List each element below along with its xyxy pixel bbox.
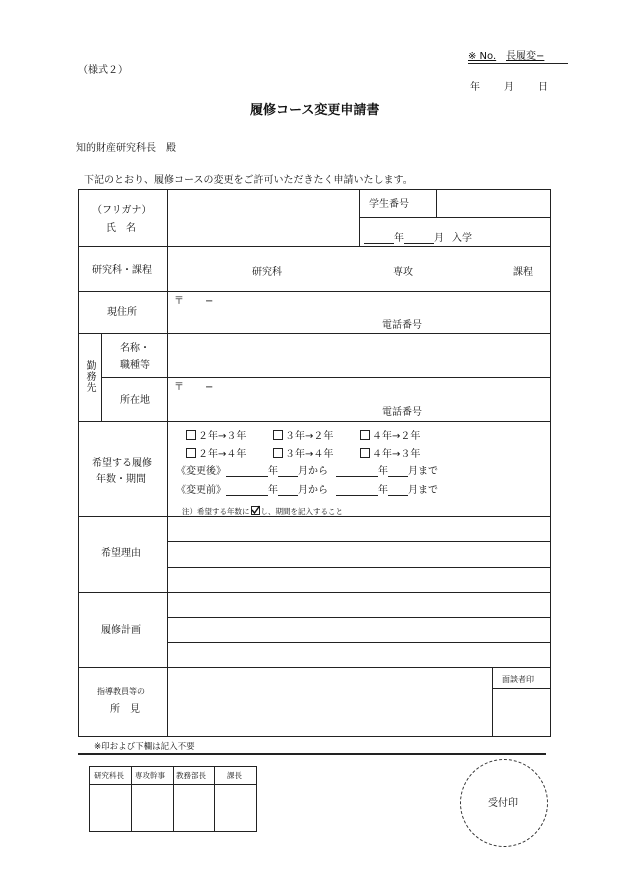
checkbox-3to4[interactable] bbox=[273, 448, 283, 458]
workplace-group-divider bbox=[101, 333, 102, 421]
row-divider bbox=[78, 246, 551, 247]
desired-note: 注）希望する年数に し、期間を記入すること bbox=[182, 507, 343, 516]
desired-label-1: 希望する履修 bbox=[92, 458, 152, 469]
date-month: 月 bbox=[504, 82, 514, 93]
enroll-label: 入学 bbox=[452, 233, 472, 244]
row-divider bbox=[78, 333, 551, 334]
address-phone-label: 電話番号 bbox=[382, 320, 422, 331]
plan-field[interactable] bbox=[170, 594, 548, 665]
enroll-month-blank[interactable] bbox=[404, 233, 434, 244]
advisor-label-2: 所 見 bbox=[110, 704, 140, 715]
checkbox-4to2[interactable] bbox=[360, 430, 370, 440]
address-label: 現住所 bbox=[107, 307, 137, 318]
form-right-border bbox=[550, 189, 551, 737]
student-no-field[interactable] bbox=[438, 191, 548, 216]
interviewer-seal-row-divider bbox=[492, 688, 551, 689]
enroll-row bbox=[364, 229, 472, 244]
approval-header-dean: 研究科長 bbox=[94, 771, 124, 780]
form-left-border bbox=[78, 189, 79, 737]
approval-col-divider bbox=[173, 767, 174, 831]
workplace-group-label: 勤務先 bbox=[84, 360, 95, 393]
row-divider bbox=[101, 377, 551, 378]
after-end-year-blank[interactable] bbox=[336, 466, 378, 477]
date-year: 年 bbox=[470, 82, 480, 93]
after-start-year-blank[interactable] bbox=[226, 466, 268, 477]
after-start-month-blank[interactable] bbox=[278, 466, 298, 477]
before-end-year-blank[interactable] bbox=[336, 485, 378, 496]
option-2to3[interactable]: ２年→３年 bbox=[186, 430, 246, 442]
form-number: （様式２） bbox=[78, 65, 128, 76]
row-divider bbox=[78, 291, 551, 292]
approval-col-divider bbox=[214, 767, 215, 831]
period-after-row: 《変更後》 年 月から 年 月まで bbox=[176, 466, 438, 477]
option-4to3[interactable]: ４年→３年 bbox=[360, 448, 420, 460]
row-divider bbox=[78, 421, 551, 422]
advisor-comment-field[interactable] bbox=[170, 669, 490, 734]
plan-label: 履修計画 bbox=[101, 625, 141, 636]
number-label: 長履変− bbox=[506, 51, 545, 62]
approval-col-divider bbox=[131, 767, 132, 831]
enroll-year-label: 年 bbox=[394, 233, 404, 244]
student-no-row-divider bbox=[359, 217, 551, 218]
workplace-name-label-2: 職種等 bbox=[120, 360, 150, 371]
workplace-postal-mark: 〒 bbox=[174, 382, 184, 393]
workplace-location-field[interactable] bbox=[170, 379, 548, 419]
name-field[interactable] bbox=[170, 192, 356, 244]
program-label: 課程 bbox=[513, 267, 533, 278]
number-underline bbox=[468, 63, 568, 64]
workplace-name-label-1: 名称・ bbox=[120, 343, 150, 354]
advisor-label-1: 指導教員等の bbox=[97, 687, 145, 696]
workplace-postal-dash: − bbox=[205, 382, 214, 393]
checkbox-4to3[interactable] bbox=[360, 448, 370, 458]
before-start-year-blank[interactable] bbox=[226, 485, 268, 496]
before-start-month-blank[interactable] bbox=[278, 485, 298, 496]
address-postal-mark: 〒 bbox=[174, 296, 184, 307]
approval-table bbox=[89, 766, 257, 832]
before-end-month-blank[interactable] bbox=[388, 485, 408, 496]
checkbox-2to3[interactable] bbox=[186, 430, 196, 440]
reason-label: 希望理由 bbox=[101, 548, 141, 559]
reason-field[interactable] bbox=[170, 518, 548, 590]
label-column-divider bbox=[167, 189, 168, 737]
interviewer-seal-field[interactable] bbox=[494, 690, 549, 734]
furigana-label: （フリガナ） bbox=[92, 205, 152, 216]
enroll-month-label: 月 bbox=[434, 233, 444, 244]
checkmark-box-icon bbox=[251, 506, 260, 515]
workplace-location-label: 所在地 bbox=[120, 395, 150, 406]
after-end-month-blank[interactable] bbox=[388, 466, 408, 477]
option-4to2[interactable]: ４年→２年 bbox=[360, 430, 420, 442]
option-3to2[interactable]: ３年→２年 bbox=[273, 430, 333, 442]
approval-header-secretary: 専攻幹事 bbox=[135, 771, 165, 780]
number-prefix: ※ No. bbox=[468, 51, 497, 62]
page-title: 履修コース変更申請書 bbox=[250, 103, 380, 118]
row-divider bbox=[78, 592, 551, 593]
intro-text: 下記のとおり、履修コースの変更をご許可いただきたく申請いたします。 bbox=[84, 175, 413, 186]
footer-note: ※印および下欄は記入不要 bbox=[94, 742, 195, 752]
student-no-label-divider bbox=[436, 189, 437, 218]
period-before-row: 《変更前》 年 月から 年 月まで bbox=[176, 485, 438, 496]
name-label: 氏 名 bbox=[106, 223, 136, 234]
receipt-stamp-label: 受付印 bbox=[488, 798, 518, 809]
major-label: 専攻 bbox=[393, 267, 413, 278]
address-field[interactable] bbox=[170, 293, 548, 331]
addressee: 知的財産研究科長 殿 bbox=[76, 143, 176, 154]
form-top-border bbox=[78, 189, 551, 190]
student-no-label: 学生番号 bbox=[369, 199, 409, 210]
course-label: 研究科・課程 bbox=[92, 265, 152, 276]
checkbox-3to2[interactable] bbox=[273, 430, 283, 440]
workplace-name-field[interactable] bbox=[170, 335, 548, 375]
interviewer-seal-divider bbox=[492, 667, 493, 737]
checkbox-2to4[interactable] bbox=[186, 448, 196, 458]
approval-header-section-chief: 課長 bbox=[227, 771, 242, 780]
footer-double-rule bbox=[78, 753, 546, 755]
address-postal-dash: − bbox=[205, 296, 214, 307]
option-2to4[interactable]: ２年→４年 bbox=[186, 448, 246, 460]
row-divider bbox=[78, 667, 551, 668]
enroll-year-blank[interactable] bbox=[364, 233, 394, 244]
form-bottom-border bbox=[78, 736, 551, 737]
student-no-divider bbox=[359, 189, 360, 247]
graduate-school-label: 研究科 bbox=[252, 267, 282, 278]
workplace-phone-label: 電話番号 bbox=[382, 407, 422, 418]
date-day: 日 bbox=[538, 82, 548, 93]
approval-header-academic: 教務部長 bbox=[176, 771, 206, 780]
option-3to4[interactable]: ３年→４年 bbox=[273, 448, 333, 460]
desired-label-2: 年数・期間 bbox=[96, 474, 146, 485]
row-divider bbox=[78, 516, 551, 517]
interviewer-seal-label: 面談者印 bbox=[502, 675, 534, 684]
